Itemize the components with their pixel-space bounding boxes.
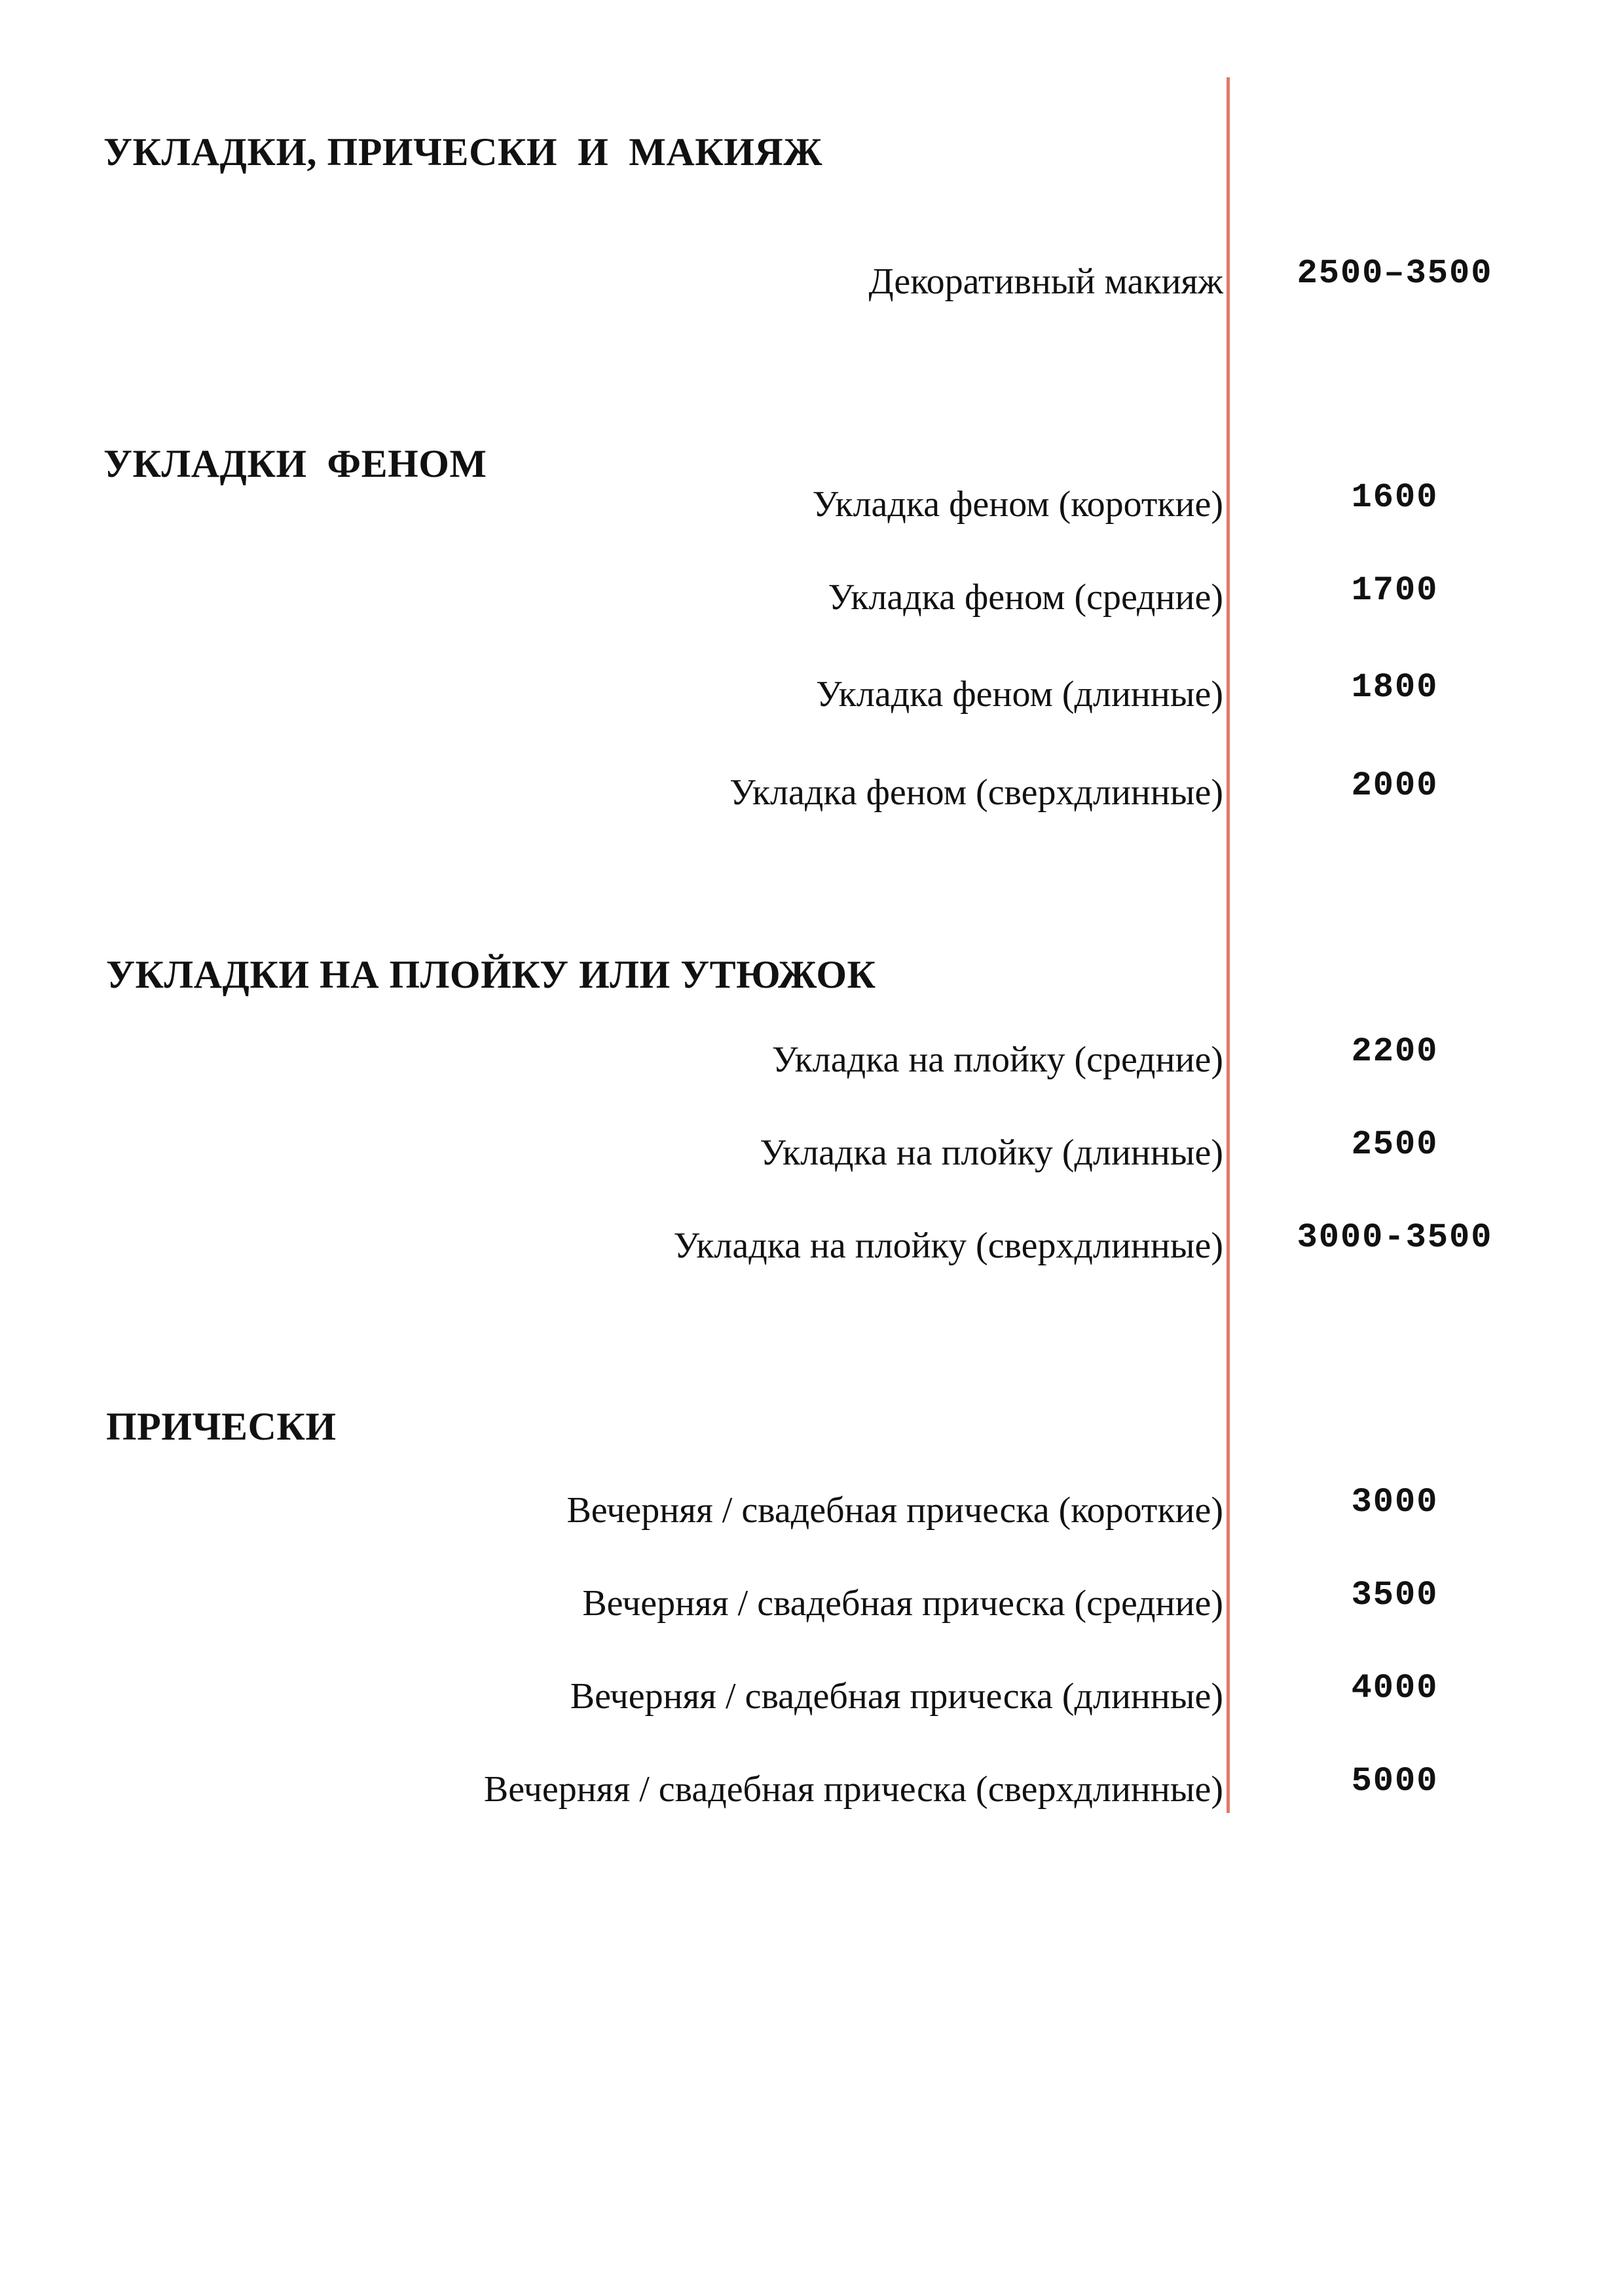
service-price: 3500: [1351, 1576, 1439, 1614]
service-price: 1800: [1351, 668, 1439, 707]
service-price: 2000: [1351, 766, 1439, 805]
service-name: Укладка феном (сверхдлинные): [729, 772, 1223, 813]
service-name: Вечерняя / свадебная прическа (сверхдлинные): [483, 1769, 1223, 1810]
service-name: Вечерняя / свадебная прическа (короткие): [566, 1490, 1223, 1531]
service-name: Декоративный макияж: [868, 261, 1223, 302]
service-price: 3000-3500: [1297, 1218, 1493, 1257]
section-heading-hairstyles: ПРИЧЕСКИ: [106, 1405, 337, 1448]
service-price: 4000: [1351, 1669, 1439, 1707]
service-price: 1600: [1351, 478, 1439, 517]
service-name: Укладка на плойку (сверхдлинные): [673, 1225, 1223, 1266]
service-name: Укладка на плойку (средние): [771, 1039, 1223, 1080]
service-price: 3000: [1351, 1483, 1439, 1521]
service-name: Вечерняя / свадебная прическа (длинные): [570, 1676, 1223, 1717]
service-price: 2200: [1351, 1032, 1439, 1071]
section-heading-blow-dry: УКЛАДКИ ФЕНОМ: [103, 442, 487, 485]
service-price: 1700: [1351, 571, 1439, 610]
service-name: Укладка феном (средние): [828, 577, 1223, 618]
vertical-divider-line: [1227, 77, 1230, 1813]
section-heading-styling-hair-makeup: УКЛАДКИ, ПРИЧЕСКИ И МАКИЯЖ: [103, 130, 823, 174]
service-name: Укладка на плойку (длинные): [760, 1132, 1223, 1173]
service-name: Укладка феном (длинные): [815, 674, 1223, 715]
service-price: 5000: [1351, 1762, 1439, 1801]
service-name: Укладка феном (короткие): [812, 484, 1223, 525]
service-price: 2500–3500: [1297, 254, 1493, 293]
service-price: 2500: [1351, 1125, 1439, 1164]
service-name: Вечерняя / свадебная прическа (средние): [582, 1583, 1223, 1624]
section-heading-curling-iron: УКЛАДКИ НА ПЛОЙКУ ИЛИ УТЮЖОК: [106, 953, 876, 996]
